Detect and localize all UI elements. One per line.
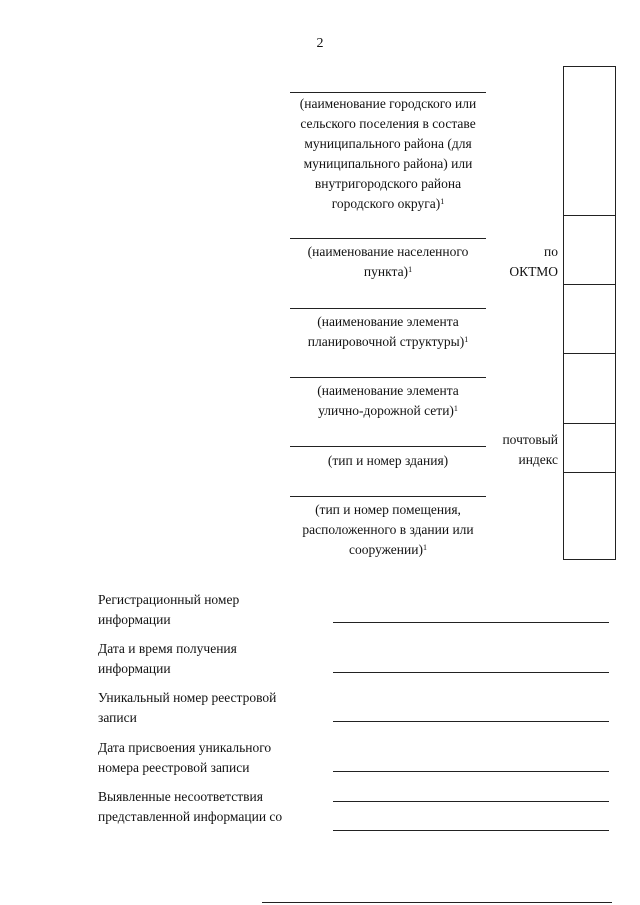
code-box-divider: [563, 284, 616, 285]
assignment-date-field[interactable]: [333, 771, 609, 772]
footnote-mark: 1: [440, 197, 445, 206]
unique-record-number-label: Уникальный номер реестровой записи: [98, 690, 277, 725]
caption-room: (тип и номер помещения, расположенного в здании или сооружении)$^1$: [302, 502, 474, 557]
unique-record-number-field[interactable]: [333, 721, 609, 722]
code-box-divider: [563, 215, 616, 216]
postal-index-label: почтовый индекс: [502, 432, 558, 467]
oktmo-label: по ОКТМО: [509, 244, 558, 279]
caption-building: (тип и номер здания): [327, 453, 449, 468]
caption-planning: (наименование элемента планировочной структуры)$^1$: [307, 314, 469, 349]
code-box-divider: [563, 353, 616, 354]
field-line-room: [290, 496, 486, 497]
caption-locality: (наименование населенного пункта)$^1$: [307, 244, 469, 279]
field-line-settlement: [290, 92, 486, 93]
field-line-street: [290, 377, 486, 378]
field-line-building: [290, 446, 486, 447]
discrepancies-field-line-2[interactable]: [333, 830, 609, 831]
footnote-mark: 1: [408, 265, 413, 274]
received-datetime-label: Дата и время получения информации: [98, 641, 237, 676]
assignment-date-label: Дата присвоения уникального номера реестровой записи: [98, 740, 272, 775]
code-box-divider: [563, 472, 616, 473]
footnote-mark: 1: [422, 543, 427, 552]
caption-settlement: (наименование городского или сельского поселения в составе муниципального района (для муниципального района) или внутригородского района городского округа)$^1$: [299, 96, 477, 211]
field-line-planning: [290, 308, 486, 309]
page-number: 2: [316, 36, 324, 51]
footnote-mark: 1: [453, 404, 458, 413]
discrepancies-label: Выявленные несоответствия представленной информации со: [98, 789, 283, 824]
received-datetime-field[interactable]: [333, 672, 609, 673]
field-line-locality: [290, 238, 486, 239]
footnote-mark: 1: [464, 335, 469, 344]
registration-number-label: Регистрационный номер информации: [98, 592, 240, 627]
discrepancies-field-line-1[interactable]: [333, 801, 609, 802]
registration-number-field[interactable]: [333, 622, 609, 623]
code-box-divider: [563, 423, 616, 424]
bottom-rule: [262, 902, 612, 903]
code-box: [563, 66, 616, 560]
caption-street: (наименование элемента улично-дорожной сети)$^1$: [317, 383, 459, 418]
